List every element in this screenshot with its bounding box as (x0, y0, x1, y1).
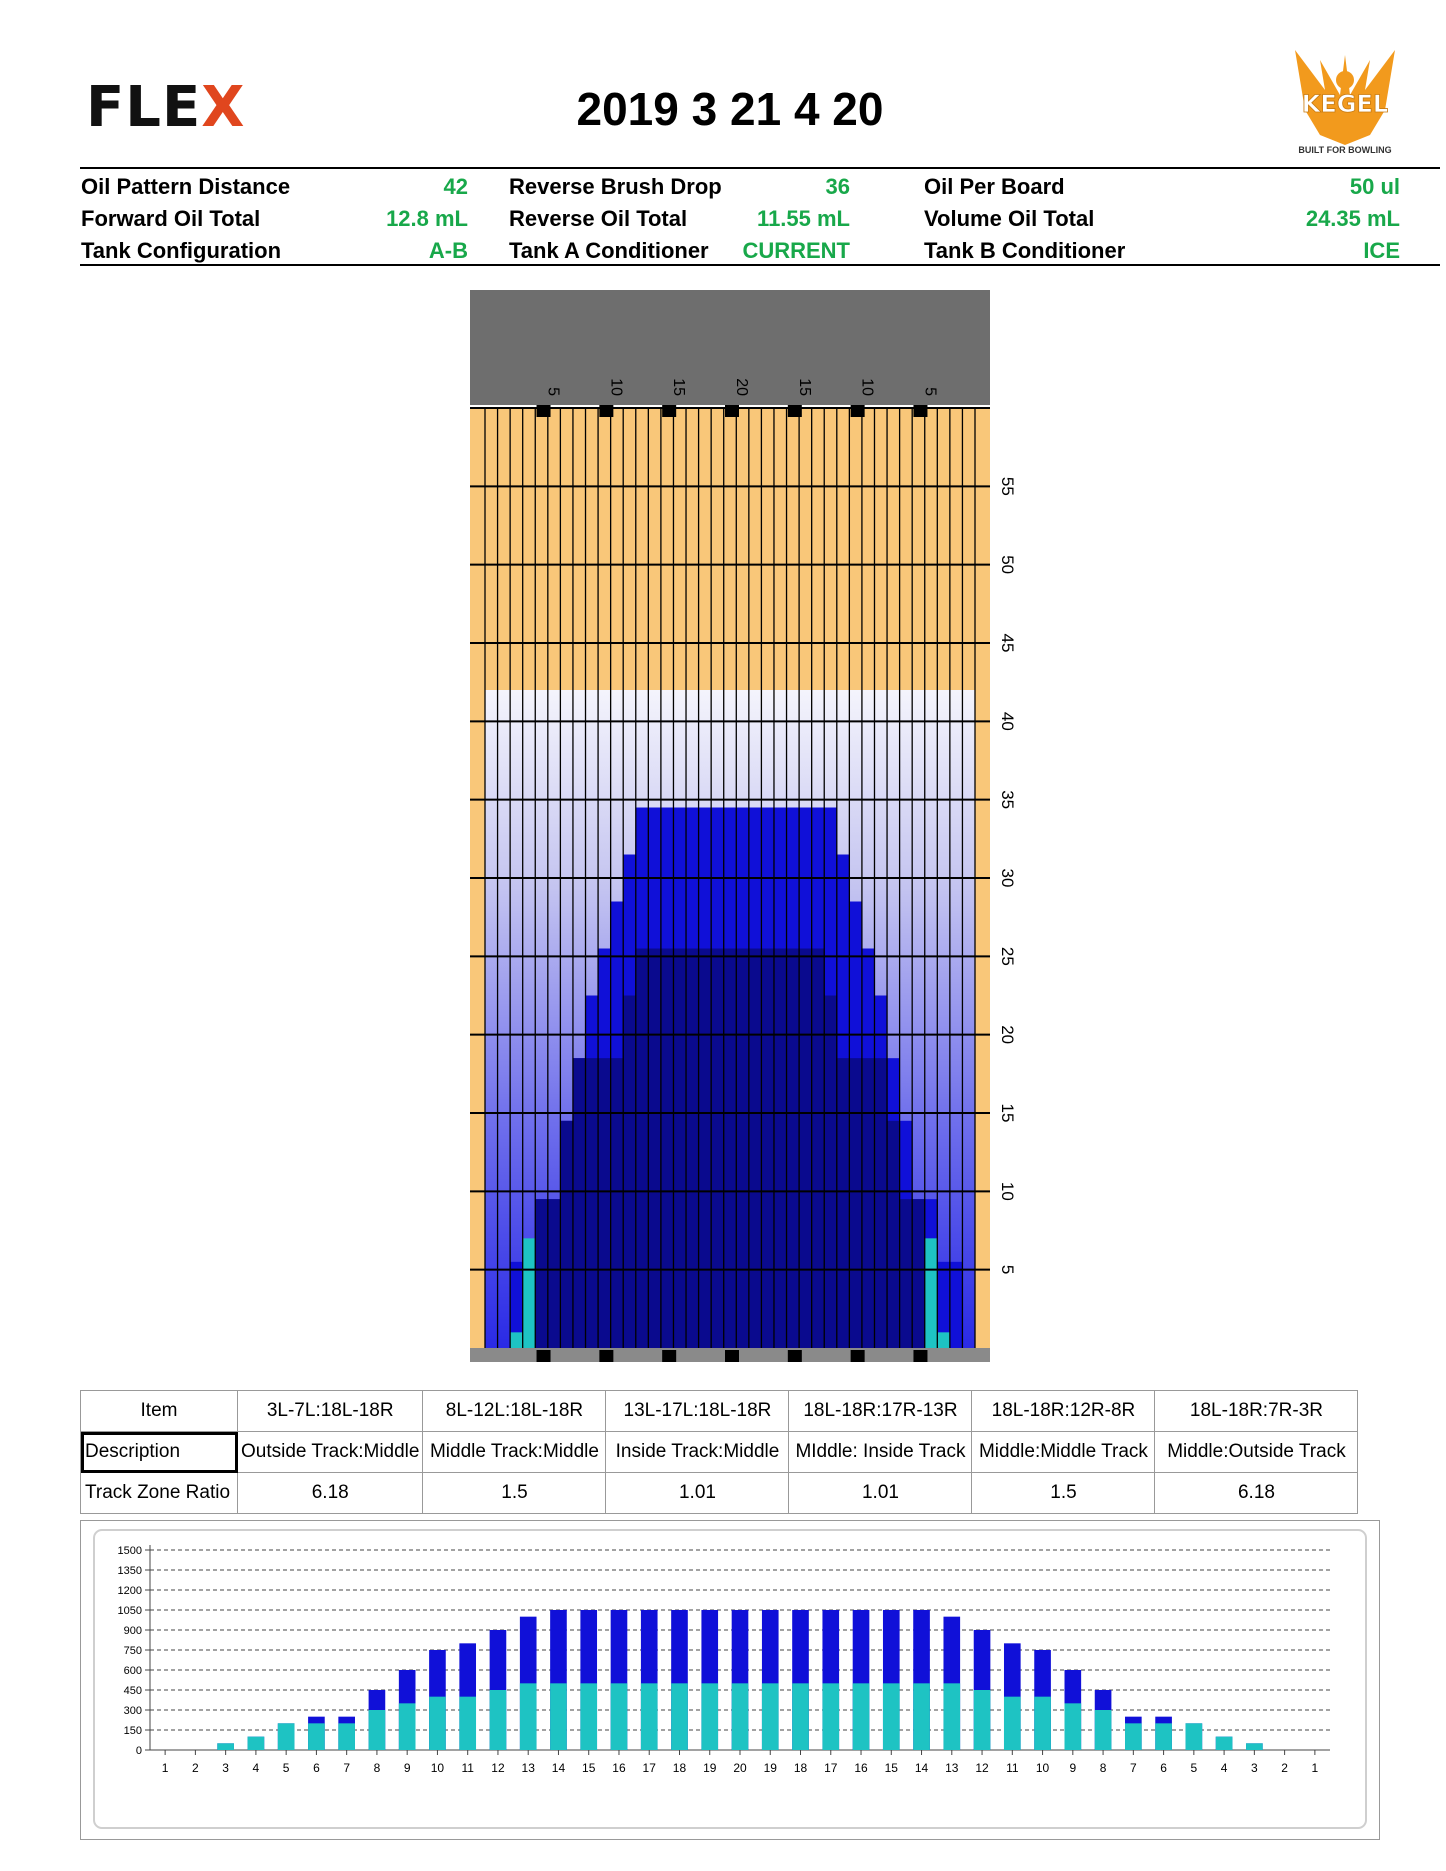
x-tick-label: 19 (703, 1761, 717, 1775)
oil-dark-board (711, 949, 724, 1349)
x-tick-label: 17 (824, 1761, 838, 1775)
bar-base (278, 1723, 295, 1750)
table-header-row (81, 1391, 1358, 1432)
oil-cyan-board (925, 1238, 938, 1348)
bar-base (248, 1737, 265, 1750)
oil-dark-board (586, 1058, 599, 1348)
oil-forward-board (950, 1262, 963, 1348)
y-tick-label: 150 (123, 1725, 142, 1737)
bar-base (217, 1743, 234, 1750)
distance-label: 40 (998, 711, 1017, 731)
x-tick-label: 3 (222, 1761, 229, 1775)
oil-dark-board (874, 1058, 887, 1348)
x-tick-label: 12 (491, 1761, 505, 1775)
oil-dark-board (761, 949, 774, 1349)
x-tick-label: 12 (975, 1761, 989, 1775)
x-tick-label: 15 (582, 1761, 596, 1775)
bar-base (641, 1683, 658, 1750)
bar-base (399, 1703, 416, 1750)
distance-label: 45 (998, 633, 1017, 653)
x-tick-label: 7 (343, 1761, 351, 1775)
kegel-logo-text: KEGEL (1301, 90, 1389, 118)
oil-dark-board (887, 1121, 900, 1348)
board-label: 15 (670, 378, 688, 396)
oil-dark-board (661, 949, 674, 1349)
x-tick-label: 18 (793, 1761, 808, 1775)
bar-base (1155, 1723, 1172, 1750)
distance-label: 50 (998, 555, 1017, 575)
board-oil-bar-chart (80, 1520, 1380, 1840)
info-label-forward-oil-total: Forward Oil Total (81, 206, 261, 231)
x-tick-label: 11 (1006, 1761, 1019, 1775)
x-tick-label: 13 (945, 1761, 959, 1775)
bar-base (490, 1690, 507, 1750)
oil-dark-board (548, 1199, 561, 1348)
x-tick-label: 9 (1069, 1761, 1077, 1775)
board-arrow-bottom (537, 1350, 551, 1362)
x-tick-label: 16 (612, 1761, 626, 1775)
table-ratio-6: 6.18 (1155, 1473, 1358, 1514)
oil-cyan-board (510, 1332, 523, 1348)
y-tick-label: 450 (123, 1685, 142, 1697)
x-tick-label: 18 (672, 1761, 687, 1775)
x-tick-label: 8 (373, 1761, 381, 1775)
oil-dark-board (535, 1199, 548, 1348)
bar-base (1216, 1737, 1233, 1750)
y-tick-label: 750 (123, 1645, 142, 1657)
bar-base (762, 1683, 779, 1750)
info-value-reverse-oil-total: 11.55 mL (757, 206, 850, 231)
oil-dark-board (849, 1058, 862, 1348)
x-tick-label: 10 (430, 1761, 445, 1775)
oil-dark-board (749, 949, 762, 1349)
x-tick-label: 1 (161, 1761, 169, 1775)
table-ratio-row (81, 1473, 1358, 1514)
board-label: 15 (795, 378, 813, 396)
table-ratio-2: 1.5 (423, 1473, 606, 1514)
oil-cyan-board (523, 1238, 536, 1348)
x-tick-label: 11 (461, 1761, 474, 1775)
info-value-forward-oil-total: 12.8 mL (386, 206, 468, 231)
table-ratio-label: Track Zone Ratio (81, 1473, 238, 1514)
bar-base (338, 1723, 355, 1750)
bar-base (974, 1690, 991, 1750)
info-label-oil-per-board: Oil Per Board (924, 174, 1065, 199)
board-arrow-top (599, 405, 613, 417)
oil-dark-board (611, 1058, 624, 1348)
y-tick-label: 1050 (117, 1605, 142, 1617)
board-label: 10 (607, 378, 625, 396)
bar-base (701, 1683, 718, 1750)
y-tick-label: 300 (123, 1705, 142, 1717)
distance-label: 25 (998, 946, 1017, 966)
y-tick-label: 900 (123, 1625, 142, 1637)
oil-dark-board (912, 1199, 925, 1348)
bar-base (429, 1697, 446, 1750)
oil-dark-board (824, 996, 837, 1349)
oil-dark-board (560, 1121, 573, 1348)
oil-dark-board (724, 949, 737, 1349)
x-tick-label: 6 (1160, 1761, 1167, 1775)
bar-base (1246, 1743, 1263, 1750)
oil-dark-board (573, 1058, 586, 1348)
table-ratio-5: 1.5 (972, 1473, 1155, 1514)
x-tick-label: 1 (1311, 1761, 1319, 1775)
kegel-tagline: BUILT FOR BOWLING (1298, 145, 1392, 155)
distance-label: 10 (998, 1181, 1017, 1201)
oil-dark-board (648, 949, 661, 1349)
x-tick-label: 2 (192, 1761, 199, 1775)
board-arrow-top (662, 405, 676, 417)
board-arrow-bottom (788, 1350, 802, 1362)
y-tick-label: 0 (135, 1745, 142, 1757)
oil-dark-board (900, 1199, 913, 1348)
distance-label: 35 (998, 790, 1017, 810)
board-arrow-top (788, 405, 802, 417)
table-col-3: 13L-17L:18L-18R (606, 1391, 789, 1432)
x-tick-label: 9 (403, 1761, 411, 1775)
y-tick-label: 1200 (117, 1585, 142, 1597)
oil-dark-board (799, 949, 812, 1349)
bar-base (883, 1683, 900, 1750)
x-tick-label: 5 (1190, 1761, 1198, 1775)
bar-base (792, 1683, 809, 1750)
x-tick-label: 19 (763, 1761, 777, 1775)
oil-dark-board (774, 949, 787, 1349)
board-arrow-bottom (725, 1350, 739, 1362)
bar-base (611, 1683, 628, 1750)
bar-chart-frame (81, 1521, 1380, 1840)
table-description-6: Middle:Outside Track (1155, 1432, 1358, 1473)
oil-dark-board (862, 1058, 875, 1348)
info-value-reverse-brush-drop: 36 (825, 174, 850, 199)
info-label-reverse-oil-total: Reverse Oil Total (509, 206, 688, 231)
bar-base (943, 1683, 960, 1750)
table-ratio-3: 1.01 (606, 1473, 789, 1514)
oil-dark-board (623, 996, 636, 1349)
board-arrow-bottom (913, 1350, 927, 1362)
distance-label: 15 (998, 1103, 1017, 1123)
distance-label: 5 (998, 1264, 1017, 1275)
info-value-volume-oil-total: 24.35 mL (1305, 206, 1400, 231)
board-arrow-top (851, 405, 865, 417)
info-label-oil-pattern-distance: Oil Pattern Distance (81, 174, 291, 199)
oil-dark-board (812, 949, 825, 1349)
info-label-tank-a-conditioner: Tank A Conditioner (509, 238, 709, 263)
info-value-tank-a-conditioner: CURRENT (742, 238, 850, 263)
table-ratio-1: 6.18 (238, 1473, 423, 1514)
info-label-tank-configuration: Tank Configuration (81, 238, 282, 263)
kegel-logo (1285, 40, 1405, 160)
bar-base (853, 1683, 870, 1750)
info-label-tank-b-conditioner: Tank B Conditioner (924, 238, 1126, 263)
x-tick-label: 14 (914, 1761, 929, 1775)
oil-dark-board (686, 949, 699, 1349)
bar-base (822, 1683, 839, 1750)
lane-oil-chart (470, 290, 1050, 1365)
x-tick-label: 6 (313, 1761, 320, 1775)
y-tick-label: 1350 (117, 1565, 142, 1577)
x-tick-label: 15 (884, 1761, 898, 1775)
board-label: 5 (544, 387, 562, 396)
bar-base (1125, 1723, 1142, 1750)
bar-base (580, 1683, 597, 1750)
table-description-2: Middle Track:Middle (423, 1432, 606, 1473)
table-col-2: 8L-12L:18L-18R (423, 1391, 606, 1432)
bar-base (550, 1683, 567, 1750)
x-tick-label: 4 (1220, 1761, 1228, 1775)
oil-cyan-board (937, 1332, 950, 1348)
bar-base (913, 1683, 930, 1750)
oil-dark-board (787, 949, 800, 1349)
x-tick-label: 3 (1251, 1761, 1258, 1775)
x-tick-label: 5 (282, 1761, 290, 1775)
bar-base (1095, 1710, 1112, 1750)
oil-dark-board (636, 949, 649, 1349)
table-col-6: 18L-18R:7R-3R (1155, 1391, 1358, 1432)
table-description-3: Inside Track:Middle (606, 1432, 789, 1473)
bar-base (369, 1710, 386, 1750)
table-description-4: MIddle: Inside Track (789, 1432, 972, 1473)
info-label-volume-oil-total: Volume Oil Total (924, 206, 1095, 231)
distance-label: 55 (998, 476, 1017, 496)
oil-dark-board (699, 949, 712, 1349)
x-tick-label: 13 (521, 1761, 535, 1775)
info-top-rule (80, 167, 1440, 169)
x-tick-label: 10 (1035, 1761, 1050, 1775)
board-arrow-bottom (599, 1350, 613, 1362)
oil-dark-board (837, 1058, 850, 1348)
x-tick-label: 8 (1099, 1761, 1107, 1775)
bar-base (1186, 1723, 1203, 1750)
bar-base (520, 1683, 537, 1750)
board-arrow-top (725, 405, 739, 417)
table-col-1: 3L-7L:18L-18R (238, 1391, 423, 1432)
table-description-row (81, 1432, 1358, 1473)
table-col-4: 18L-18R:17R-13R (789, 1391, 972, 1432)
table-description-label: Description (81, 1432, 238, 1473)
x-tick-label: 20 (733, 1761, 747, 1775)
board-label: 5 (921, 387, 939, 396)
track-zone-ratio-table (80, 1390, 1358, 1514)
board-arrow-top (913, 405, 927, 417)
board-arrow-top (537, 405, 551, 417)
table-col-5: 18L-18R:12R-8R (972, 1391, 1155, 1432)
info-value-tank-configuration: A-B (428, 238, 468, 263)
flex-logo-text: FLE (86, 75, 202, 140)
distance-label: 20 (998, 1025, 1017, 1045)
x-tick-label: 2 (1281, 1761, 1288, 1775)
distance-label: 30 (998, 868, 1017, 888)
x-tick-label: 14 (551, 1761, 566, 1775)
board-arrow-bottom (851, 1350, 865, 1362)
flex-logo-x: X (201, 75, 246, 140)
x-tick-label: 7 (1129, 1761, 1137, 1775)
x-tick-label: 17 (642, 1761, 656, 1775)
bar-base (732, 1683, 749, 1750)
x-tick-label: 16 (854, 1761, 868, 1775)
bar-base (308, 1723, 325, 1750)
board-label: 20 (733, 378, 750, 396)
bar-base (459, 1697, 476, 1750)
flex-logo (86, 75, 246, 140)
board-arrow-bottom (662, 1350, 676, 1362)
oil-dark-board (598, 1058, 611, 1348)
info-value-oil-per-board: 50 ul (1349, 174, 1400, 199)
oil-dark-board (736, 949, 749, 1349)
y-tick-label: 600 (123, 1665, 142, 1677)
bar-base (1065, 1703, 1082, 1750)
board-label: 10 (858, 378, 876, 396)
bar-base (1034, 1697, 1051, 1750)
oil-dark-board (673, 949, 686, 1349)
bar-base (671, 1683, 688, 1750)
info-bottom-rule (80, 264, 1440, 266)
info-value-tank-b-conditioner: ICE (1363, 238, 1400, 263)
info-value-oil-pattern-distance: 42 (443, 174, 468, 199)
table-header-item: Item (81, 1391, 238, 1432)
page-title: 2019 3 21 4 20 (576, 83, 884, 135)
bar-base (1004, 1697, 1021, 1750)
y-tick-label: 1500 (117, 1545, 142, 1557)
x-tick-label: 4 (252, 1761, 260, 1775)
table-description-5: Middle:Middle Track (972, 1432, 1155, 1473)
table-description-1: Outside Track:Middle (238, 1432, 423, 1473)
info-label-reverse-brush-drop: Reverse Brush Drop (509, 174, 722, 199)
table-ratio-4: 1.01 (789, 1473, 972, 1514)
